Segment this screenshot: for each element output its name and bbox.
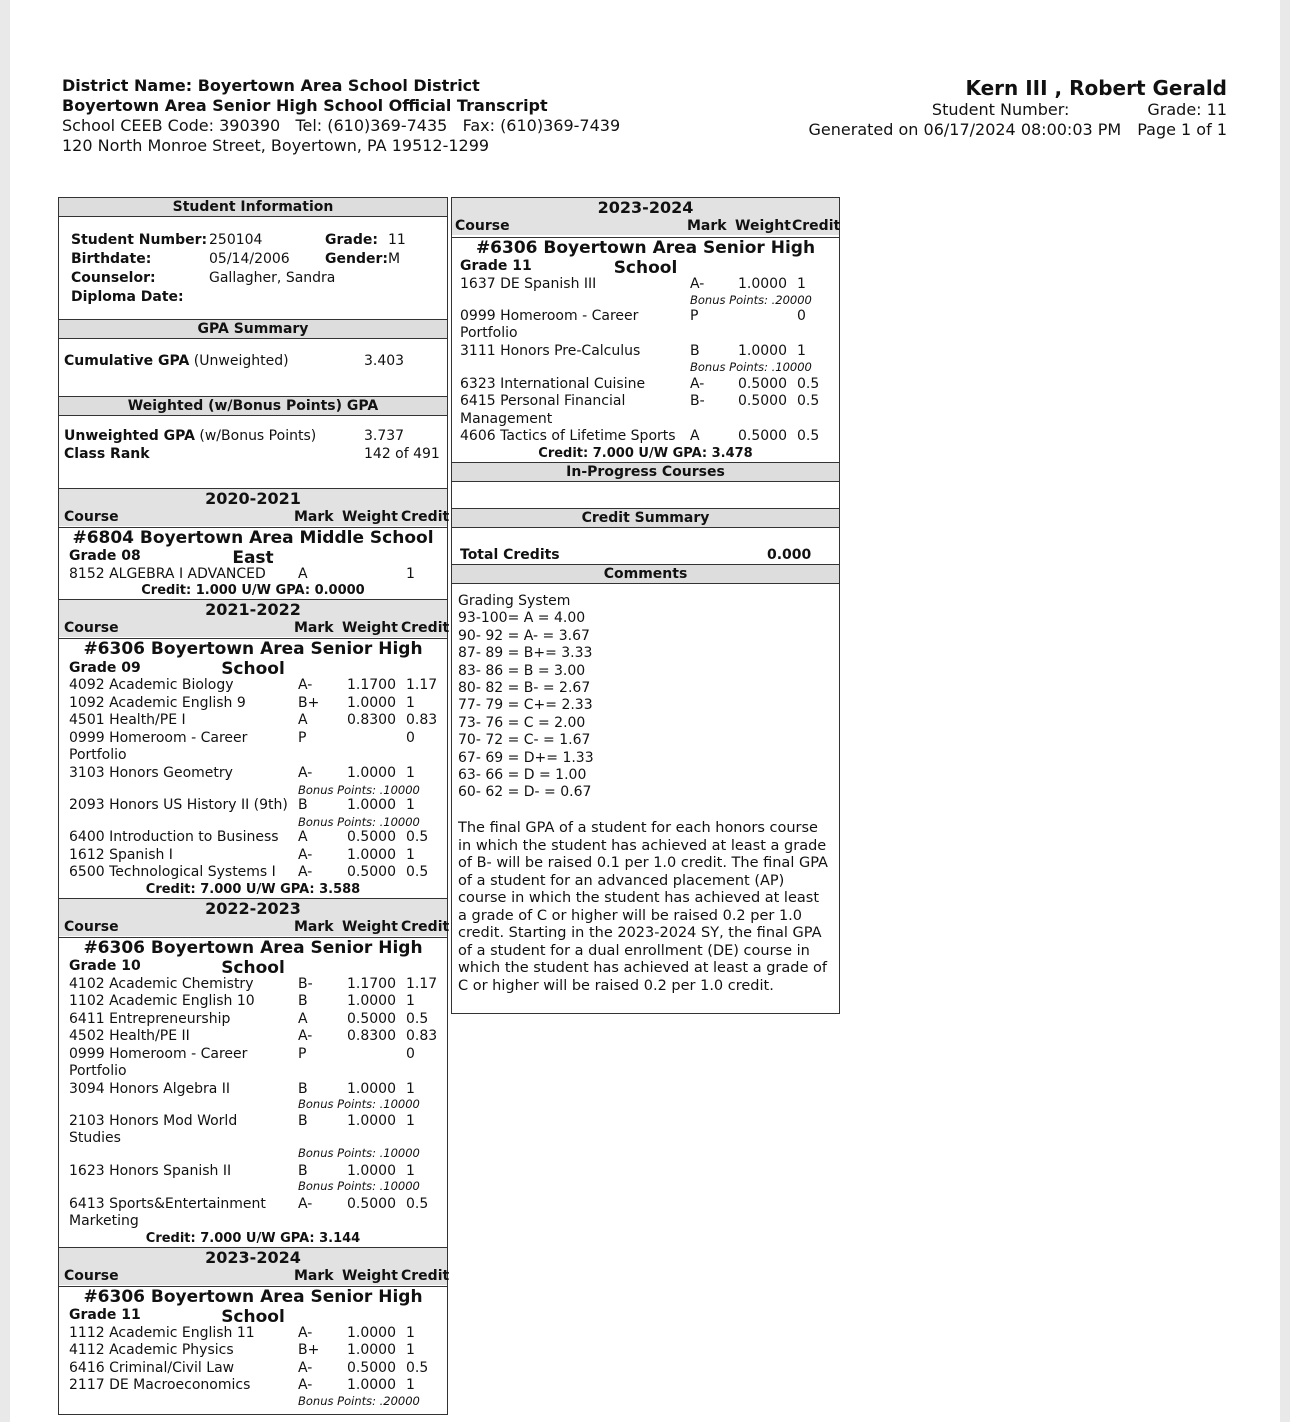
course-credit: 1 [406, 1325, 415, 1341]
course-name: Marketing [69, 1213, 139, 1229]
grade-level: Grade 11 [460, 258, 532, 274]
grade-level: Grade 11 [69, 1307, 141, 1323]
course-name: 0999 Homeroom - Career [69, 1046, 248, 1062]
course-credit: 0.5 [797, 428, 820, 444]
header-grade: Grade: 11 [1147, 100, 1227, 119]
class-rank-label: Class Rank [64, 446, 150, 462]
course-credit: 0.5 [797, 376, 820, 392]
school-name: #6306 Boyertown Area Senior High School [59, 1286, 447, 1327]
course-credit: 1 [797, 276, 806, 292]
course-weight: 1.0000 [347, 695, 396, 711]
course-mark: P [690, 308, 699, 324]
grading-system-title: Grading System [458, 593, 571, 609]
cumulative-gpa-label: Cumulative GPA (Unweighted) [64, 353, 289, 369]
bonus-points: Bonus Points: .10000 [690, 360, 812, 374]
course-credit: 1 [406, 765, 415, 781]
course-name: 6415 Personal Financial [460, 393, 626, 409]
course-name: 6413 Sports&Entertainment [69, 1196, 266, 1212]
course-weight: 0.5000 [347, 1360, 396, 1376]
year-credit-summary: Credit: 7.000 U/W GPA: 3.478 [538, 446, 753, 461]
course-mark: A- [298, 847, 313, 863]
unweighted-gpa-value: 3.737 [364, 428, 405, 444]
column-headers: Course Mark Weight Credit [64, 919, 450, 935]
course-name: 3111 Honors Pre-Calculus [460, 343, 641, 359]
course-credit: 1 [406, 847, 415, 863]
student-name: Kern III , Robert Gerald [965, 76, 1227, 100]
birthdate: 05/14/2006 [209, 251, 290, 267]
course-mark: A [298, 712, 308, 728]
gpa-bonus-note: The final GPA of a student for each honors course in which the student has achieved at least a grade of B- will be raised 0.1 per 1.0 credit. The final GPA of a student for an advanced placement (AP) course in which the student has achieved at least a grade of C or higher will be raised 0.2 per 1.0 credit. Starting in the 2023-2024 SY, the final GPA of a student for a dual enrollment (DE) course in which the student has achieved at least a grade of C or higher will be raised 0.2 per 1.0 credit. [458, 820, 828, 994]
course-mark: A- [690, 376, 705, 392]
student-number-label: Student Number: [71, 232, 208, 248]
transcript-header-right [809, 76, 1227, 140]
total-credits-label: Total Credits [460, 547, 560, 563]
course-credit: 0 [406, 730, 415, 746]
year-title: 2022-2023 [205, 899, 301, 918]
grade-value: 11 [388, 232, 406, 248]
counselor-label: Counselor: [71, 270, 156, 286]
grading-scale-line: 93-100= A = 4.00 [458, 610, 586, 627]
course-mark: A- [298, 765, 313, 781]
grading-scale-line: 70- 72 = C- = 1.67 [458, 732, 591, 749]
course-credit: 0.5 [406, 1011, 429, 1027]
course-mark: A [298, 566, 308, 582]
grading-scale-line: 90- 92 = A- = 3.67 [458, 627, 590, 644]
year-title: 2023-2024 [597, 198, 694, 217]
course-credit: 1 [797, 343, 806, 359]
grade-level: Grade 09 [69, 660, 141, 676]
weighted-gpa-title: Weighted (w/Bonus Points) GPA [59, 396, 447, 416]
course-mark: B [298, 993, 308, 1009]
course-mark: A- [298, 1028, 313, 1044]
comments-title: Comments [452, 564, 839, 584]
course-name: 6500 Technological Systems I [69, 864, 276, 880]
course-name: Studies [69, 1130, 121, 1146]
course-credit: 0.83 [406, 1028, 438, 1044]
course-weight: 0.5000 [347, 864, 396, 880]
bonus-points: Bonus Points: .10000 [298, 1179, 420, 1193]
course-credit: 0.5 [797, 393, 820, 409]
student-number: 250104 [209, 232, 263, 248]
class-rank-value: 142 of 491 [364, 446, 440, 462]
course-name: Portfolio [69, 747, 127, 763]
course-credit: 0.83 [406, 712, 438, 728]
bonus-points: Bonus Points: .10000 [298, 1097, 420, 1111]
course-weight: 1.1700 [347, 976, 396, 992]
bonus-points: Bonus Points: .10000 [298, 1146, 420, 1160]
course-weight: 1.0000 [347, 765, 396, 781]
right-column [451, 197, 840, 1014]
phone: Tel: (610)369-7435 [295, 116, 448, 135]
course-weight: 1.0000 [347, 1113, 396, 1129]
bonus-points: Bonus Points: .20000 [690, 293, 812, 307]
year-title: 2020-2021 [205, 489, 301, 508]
course-name: 0999 Homeroom - Career [69, 730, 248, 746]
student-number-grade [809, 100, 1227, 120]
course-name: 4501 Health/PE I [69, 712, 186, 728]
school-contact [62, 116, 620, 136]
course-credit: 1.17 [406, 677, 438, 693]
student-info-labels-2 [325, 231, 388, 269]
course-name: 8152 ALGEBRA I ADVANCED [69, 566, 266, 582]
counselor: Gallagher, Sandra [209, 270, 336, 286]
grading-scale-line: 83- 86 = B = 3.00 [458, 662, 586, 679]
year-header-2023-2024 [452, 198, 839, 235]
course-weight: 0.5000 [738, 376, 787, 392]
bonus-points: Bonus Points: .10000 [298, 815, 420, 829]
course-credit: 0.5 [406, 1360, 429, 1376]
course-credit: 1 [406, 797, 415, 813]
course-credit: 0.5 [406, 1196, 429, 1212]
course-mark: B [690, 343, 700, 359]
unweighted-gpa-label: Unweighted GPA (w/Bonus Points) [64, 428, 317, 444]
course-mark: A- [690, 276, 705, 292]
course-credit: 0.5 [406, 864, 429, 880]
grading-scale-line: 60- 62 = D- = 0.67 [458, 784, 592, 801]
course-name: 1102 Academic English 10 [69, 993, 255, 1009]
course-mark: P [298, 1046, 307, 1062]
course-mark: B [298, 1081, 308, 1097]
gpa-summary-title: GPA Summary [59, 319, 447, 339]
course-name: 6400 Introduction to Business [69, 829, 279, 845]
student-info-values [209, 231, 335, 288]
course-name: 1623 Honors Spanish II [69, 1163, 232, 1179]
course-weight: 1.1700 [347, 677, 396, 693]
fax: Fax: (610)369-7439 [462, 116, 621, 135]
course-mark: A- [298, 1196, 313, 1212]
course-name: 1637 DE Spanish III [460, 276, 597, 292]
school-name: #6804 Boyertown Area Middle School East [59, 527, 447, 568]
course-mark: A- [298, 1377, 313, 1393]
course-weight: 1.0000 [347, 1325, 396, 1341]
course-mark: A- [298, 677, 313, 693]
course-mark: B+ [298, 695, 320, 711]
course-name: 4102 Academic Chemistry [69, 976, 254, 992]
cumulative-gpa-value: 3.403 [364, 353, 405, 369]
gender-label: Gender: [325, 251, 388, 267]
course-weight: 1.0000 [738, 343, 787, 359]
course-mark: A [298, 1011, 308, 1027]
column-headers: Course Mark Weight Credit [64, 509, 450, 525]
bonus-points: Bonus Points: .20000 [298, 1394, 420, 1408]
course-credit: 1 [406, 1113, 415, 1129]
student-information-title: Student Information [59, 198, 447, 217]
course-weight: 1.0000 [347, 1163, 396, 1179]
course-weight: 0.5000 [347, 1196, 396, 1212]
course-mark: A [298, 829, 308, 845]
course-name: 1612 Spanish I [69, 847, 173, 863]
course-weight: 0.5000 [347, 829, 396, 845]
course-name: 4092 Academic Biology [69, 677, 234, 693]
course-mark: A [690, 428, 700, 444]
course-weight: 0.8300 [347, 712, 396, 728]
course-weight: 0.8300 [347, 1028, 396, 1044]
course-credit: 1 [406, 993, 415, 1009]
course-credit: 1 [406, 1377, 415, 1393]
course-mark: B [298, 1163, 308, 1179]
year-header-2023-2024 [59, 1247, 450, 1285]
course-mark: A- [298, 864, 313, 880]
generated-date: Generated on 06/17/2024 08:00:03 PM [808, 120, 1122, 139]
column-headers: Course Mark Weight Credit [64, 1268, 450, 1284]
course-name: 4112 Academic Physics [69, 1342, 234, 1358]
course-mark: B [298, 1113, 308, 1129]
grading-scale-line: 73- 76 = C = 2.00 [458, 714, 586, 731]
in-progress-courses-title: In-Progress Courses [452, 462, 839, 482]
school-name: #6306 Boyertown Area Senior High School [59, 638, 447, 679]
birthdate-label: Birthdate: [71, 251, 152, 267]
course-name: Portfolio [69, 1063, 127, 1079]
generated-line [809, 120, 1227, 140]
gender-value: M [388, 251, 401, 267]
course-weight: 1.0000 [738, 276, 787, 292]
course-name: 3094 Honors Algebra II [69, 1081, 231, 1097]
course-weight: 1.0000 [347, 993, 396, 1009]
course-name: 2117 DE Macroeconomics [69, 1377, 251, 1393]
course-name: 2093 Honors US History II (9th) [69, 797, 288, 813]
course-name: 4606 Tactics of Lifetime Sports [460, 428, 676, 444]
course-mark: A- [298, 1360, 313, 1376]
course-mark: B- [690, 393, 705, 409]
course-name: Management [460, 411, 553, 427]
course-weight: 1.0000 [347, 797, 396, 813]
grading-scale [458, 610, 594, 801]
course-credit: 0 [797, 308, 806, 324]
transcript-header-left [62, 76, 620, 156]
course-mark: P [298, 730, 307, 746]
diploma-date-label: Diploma Date: [71, 289, 184, 305]
year-credit-summary: Credit: 7.000 U/W GPA: 3.588 [145, 882, 361, 897]
grading-system [458, 593, 594, 802]
year-credit-summary: Credit: 1.000 U/W GPA: 0.0000 [141, 583, 365, 598]
school-name: #6306 Boyertown Area Senior High School [59, 937, 447, 978]
school-address: 120 North Monroe Street, Boyertown, PA 19512-1299 [62, 136, 490, 155]
course-credit: 1 [406, 566, 415, 582]
course-weight: 0.5000 [738, 393, 787, 409]
year-header-2020-2021 [59, 488, 450, 526]
district-name: District Name: Boyertown Area School District [62, 76, 480, 95]
course-weight: 1.0000 [347, 1377, 396, 1393]
course-name: Portfolio [460, 325, 518, 341]
course-name: 6411 Entrepreneurship [69, 1011, 231, 1027]
course-name: 1112 Academic English 11 [69, 1325, 255, 1341]
grading-scale-line: 77- 79 = C+= 2.33 [458, 697, 593, 714]
year-credit-summary: Credit: 7.000 U/W GPA: 3.144 [145, 1231, 361, 1246]
column-headers: Course Mark Weight Credit [64, 620, 450, 636]
grading-scale-line: 63- 66 = D = 1.00 [458, 767, 587, 784]
year-title: 2021-2022 [205, 600, 301, 619]
course-weight: 1.0000 [347, 1081, 396, 1097]
course-credit: 1 [406, 1081, 415, 1097]
grade-level: Grade 08 [69, 548, 141, 564]
course-credit: 1 [406, 1163, 415, 1179]
course-weight: 0.5000 [347, 1011, 396, 1027]
course-credit: 0 [406, 1046, 415, 1062]
course-weight: 0.5000 [738, 428, 787, 444]
course-name: 6416 Criminal/Civil Law [69, 1360, 235, 1376]
total-credits-value: 0.000 [767, 547, 812, 563]
course-credit: 0.5 [406, 829, 429, 845]
grading-scale-line: 67- 69 = D+= 1.33 [458, 749, 594, 766]
year-header-2022-2023 [59, 898, 450, 936]
column-headers: Course Mark Weight Credit [455, 218, 841, 234]
student-number-label: Student Number: [931, 100, 1070, 119]
course-mark: A- [298, 1325, 313, 1341]
course-credit: 1.17 [406, 976, 438, 992]
student-info-labels [71, 231, 207, 307]
grade-label: Grade: [325, 232, 378, 248]
course-weight: 1.0000 [347, 1342, 396, 1358]
course-mark: B [298, 797, 308, 813]
grading-scale-line: 87- 89 = B+= 3.33 [458, 645, 593, 662]
school-name: #6306 Boyertown Area Senior High School [452, 237, 839, 278]
course-name: 3103 Honors Geometry [69, 765, 233, 781]
bonus-points: Bonus Points: .10000 [298, 783, 420, 797]
credit-summary-title: Credit Summary [452, 508, 839, 528]
grade-level: Grade 10 [69, 958, 141, 974]
transcript-title: Boyertown Area Senior High School Official Transcript [62, 96, 548, 115]
course-mark: B- [298, 976, 313, 992]
year-header-2021-2022 [59, 599, 450, 637]
grading-scale-line: 80- 82 = B- = 2.67 [458, 680, 591, 697]
course-name: 0999 Homeroom - Career [460, 308, 639, 324]
course-name: 1092 Academic English 9 [69, 695, 246, 711]
ceeb-code: School CEEB Code: 390390 [62, 116, 281, 135]
course-credit: 1 [406, 695, 415, 711]
year-title: 2023-2024 [205, 1248, 301, 1267]
course-name: 4502 Health/PE II [69, 1028, 190, 1044]
course-mark: B+ [298, 1342, 320, 1358]
course-name: 6323 International Cuisine [460, 376, 646, 392]
page-number: Page 1 of 1 [1137, 120, 1227, 139]
left-column [58, 197, 448, 1415]
course-weight: 1.0000 [347, 847, 396, 863]
student-info-values-2 [388, 231, 406, 269]
course-name: 2103 Honors Mod World [69, 1113, 238, 1129]
course-credit: 1 [406, 1342, 415, 1358]
